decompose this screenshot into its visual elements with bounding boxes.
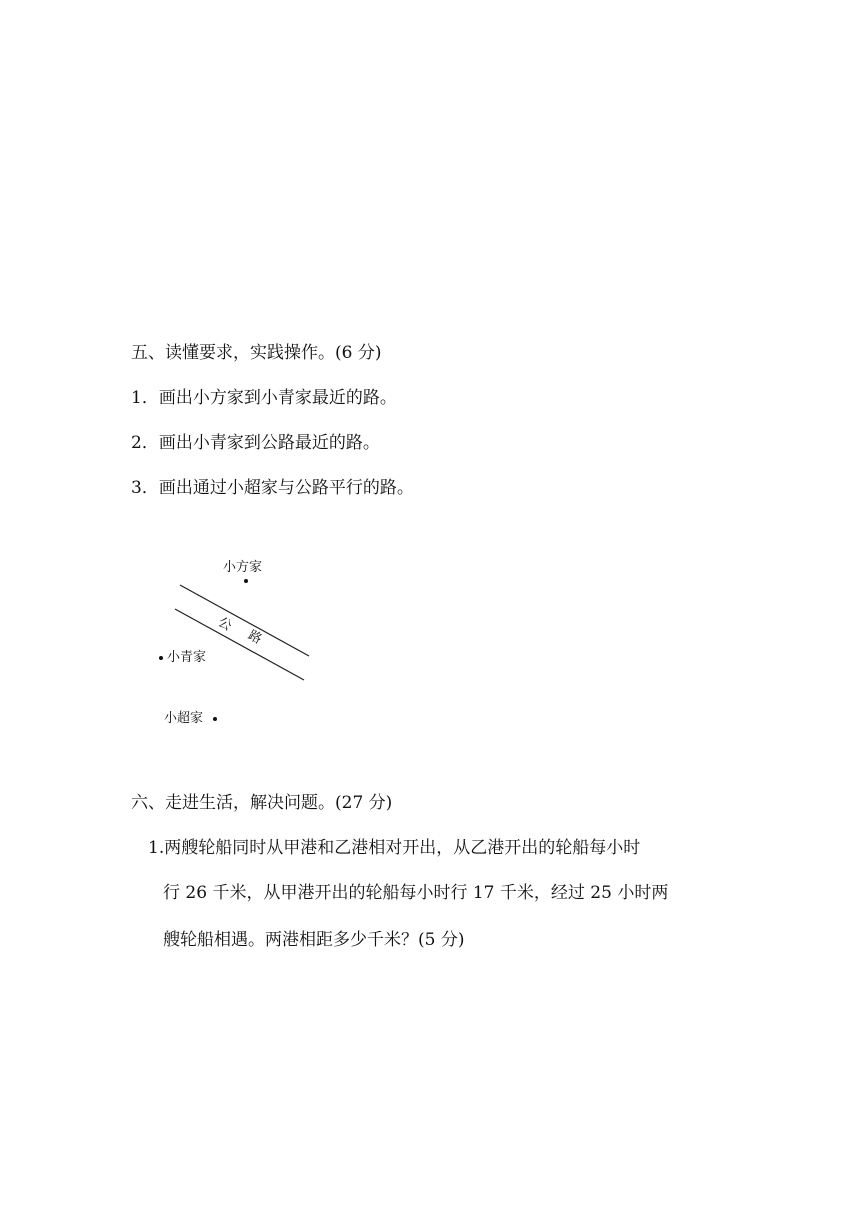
xiaoqing-home-dot: [159, 656, 163, 660]
section-5-item-3: 3．画出通过小超家与公路平行的路。: [131, 478, 414, 498]
road-diagram: [150, 550, 330, 735]
xiaoqing-home-label: 小青家: [167, 650, 207, 665]
road-diagram-graphic: [150, 550, 330, 735]
section-5-item-1: 1．画出小方家到小青家最近的路。: [131, 388, 397, 408]
problem-1-line-1: 1.两艘轮船同时从甲港和乙港相对开出，从乙港开出的轮船每小时: [148, 838, 641, 858]
road-label-char-2: 路: [245, 627, 265, 648]
road-upper-edge: [180, 585, 309, 656]
xiaofang-home-dot: [244, 579, 248, 583]
xiaochao-home-dot: [213, 717, 217, 721]
xiaofang-home-label: 小方家: [223, 560, 263, 575]
xiaochao-home-label: 小超家: [164, 711, 204, 726]
road-label-char-1: 公: [215, 614, 235, 635]
section-5-title: 五、读懂要求，实践操作。(6 分): [131, 343, 382, 363]
problem-1-line-2: 行 26 千米，从甲港开出的轮船每小时行 17 千米，经过 25 小时两: [163, 883, 669, 903]
problem-1-line-3: 艘轮船相遇。两港相距多少千米？(5 分): [163, 930, 465, 950]
section-5-item-2: 2．画出小青家到公路最近的路。: [131, 433, 380, 453]
section-6-title: 六、走进生活，解决问题。(27 分): [131, 793, 393, 813]
road-lower-edge: [175, 609, 304, 680]
